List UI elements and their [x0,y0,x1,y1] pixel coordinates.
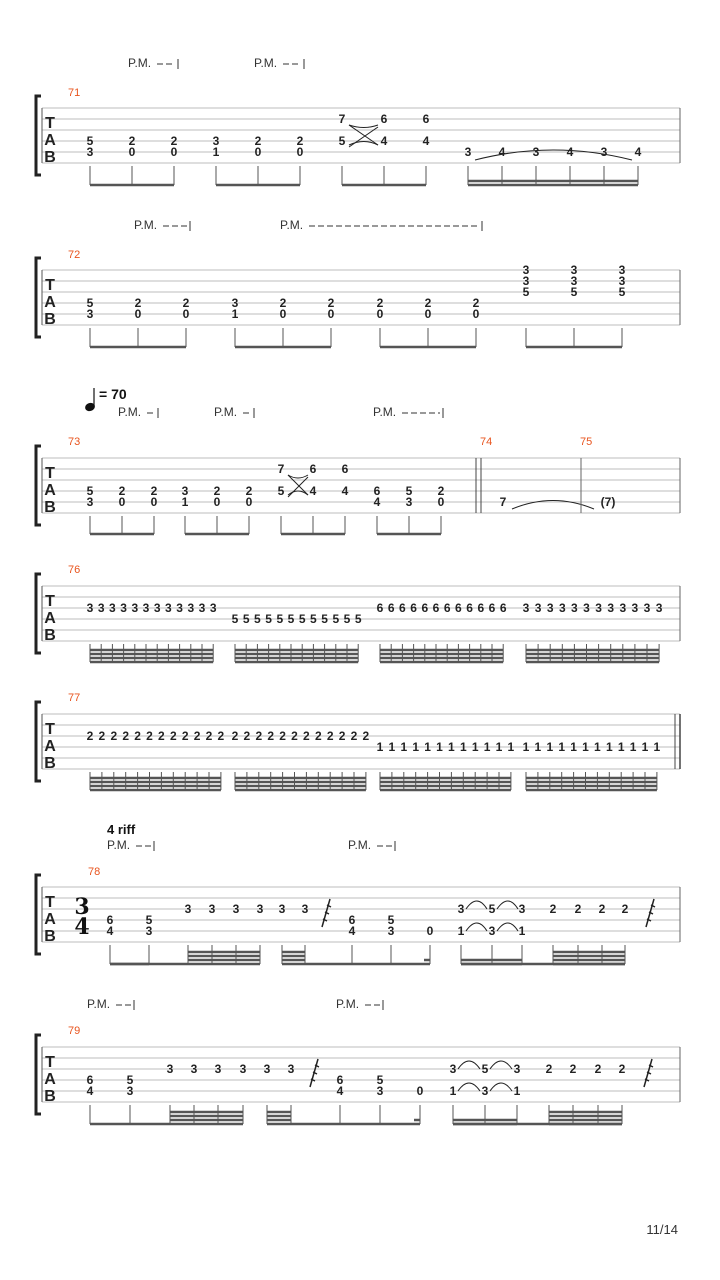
fret-number: 5 [618,285,626,299]
fret-number: 3 [618,274,626,288]
fret-number: 2 [621,902,629,916]
fret-number: 2 [170,134,178,148]
fret-number: 6 [421,601,429,615]
fret-number: 1 [448,740,455,754]
fret-number: 3 [142,601,150,615]
fret-number: 6 [336,1073,344,1087]
fret-number: 4 [566,145,574,159]
fret-number: 0 [245,495,253,509]
system-bracket [36,1035,41,1114]
measure-number: 74 [480,436,493,448]
fret-number: 3 [187,601,195,615]
fret-number: 1 [376,740,384,754]
fret-number: 1 [629,740,637,754]
fret-number: 4 [634,145,642,159]
measure-number: 75 [580,436,593,448]
fret-number: 4 [106,924,114,938]
fret-number: 4 [380,134,388,148]
measure-number: 76 [68,564,81,576]
fret-number: 1 [653,740,661,754]
fret-number: 3 [166,1062,174,1076]
fret-number: 1 [412,740,420,754]
fret-number: 3 [513,1062,521,1076]
fret-number: 5 [310,612,317,626]
palm-mute-label: P.M. [254,56,278,70]
fret-number: 3 [488,924,496,938]
fret-number: 0 [128,145,136,159]
fret-number: 3 [165,601,172,615]
fret-number: 1 [507,740,515,754]
tie-arc [349,125,378,128]
fret-number: 2 [574,902,582,916]
tab-letter-b: B [44,1088,56,1105]
fret-number: 6 [422,112,430,126]
fret-number: 1 [495,740,503,754]
tab-letter-b: B [44,755,56,772]
fret-number: 2 [350,729,358,743]
fret-number: 3 [571,601,578,615]
palm-mute-label: P.M. [348,838,372,852]
fret-number: 5 [265,612,272,626]
fret-number: 2 [338,729,346,743]
fret-number: 0 [118,495,126,509]
fret-number: 0 [472,307,480,321]
fret-number: 3 [176,601,183,615]
fret-number: 3 [643,601,651,615]
fret-number: 3 [184,902,192,916]
fret-number: 3 [583,601,590,615]
hammer-arc [458,1083,480,1091]
fret-number: 2 [110,729,118,743]
fret-number: 3 [595,601,602,615]
fret-number: 6 [466,601,473,615]
fret-number: 2 [243,729,251,743]
fret-number: 2 [254,134,262,148]
fret-number: 5 [242,612,250,626]
fret-number: 6 [86,1073,94,1087]
fret-number: 2 [569,1062,577,1076]
fret-number: 3 [109,601,116,615]
fret-number: 5 [332,612,340,626]
fret-number: 3 [301,902,309,916]
fret-number: 2 [128,134,136,148]
fret-number: 2 [245,484,253,498]
fret-number: 3 [600,145,608,159]
fret-number: 5 [343,612,351,626]
fret-number: 5 [488,902,496,916]
fret-number: 3 [209,601,217,615]
fret-number: 6 [399,601,406,615]
fret-number: 0 [134,307,142,321]
fret-number: 2 [217,729,225,743]
fret-number: 6 [499,601,507,615]
tab-letter-t: T [45,1054,55,1071]
tab-letter-t: T [45,721,55,738]
fret-number: 1 [513,1084,521,1098]
fret-number: 1 [231,307,239,321]
fret-number: 2 [134,729,141,743]
fret-number: 3 [145,924,153,938]
rest-symbol [646,899,655,927]
fret-number: 7 [277,462,285,476]
fret-number: 3 [153,601,161,615]
fret-number: 2 [134,296,142,310]
fret-number: 1 [558,740,566,754]
fret-number: 6 [432,601,440,615]
fret-number: 2 [255,729,263,743]
fret-number: 3 [231,296,239,310]
fret-number: 2 [267,729,275,743]
system-bracket [36,258,41,337]
hammer-arc [458,1061,480,1069]
fret-number: 5 [338,134,346,148]
fret-number: 5 [376,1073,384,1087]
fret-number: 2 [437,484,445,498]
tempo-marking: = 70 [99,386,127,402]
fret-number: 2 [158,729,165,743]
fret-number: 4 [348,924,356,938]
hammer-arc [497,901,518,909]
fret-number: 1 [594,740,601,754]
fret-number: 3 [198,601,206,615]
fret-number: 4 [373,495,381,509]
fret-number: 6 [341,462,349,476]
time-signature-bottom: 4 [74,914,90,940]
system-bracket [36,446,41,525]
fret-number: 2 [86,729,94,743]
fret-number: 3 [570,274,578,288]
fret-number: 1 [518,924,526,938]
fret-number: 1 [641,740,649,754]
tab-letter-t: T [45,465,55,482]
fret-number: 7 [338,112,346,126]
fret-number: 7 [499,495,507,509]
fret-number: 3 [518,902,526,916]
tab-letter-t: T [45,894,55,911]
fret-number: 3 [86,307,94,321]
fret-number: 3 [131,601,139,615]
fret-number: 2 [150,484,158,498]
fret-number: 3 [522,274,530,288]
palm-mute-label: P.M. [128,56,152,70]
fret-number: 3 [232,902,240,916]
measure-number: 71 [68,87,81,99]
fret-number: 1 [471,740,479,754]
fret-number: 3 [126,1084,134,1098]
tab-letter-t: T [45,593,55,610]
fret-number: 3 [287,1062,295,1076]
fret-number: 2 [618,1062,626,1076]
fret-number: 2 [314,729,322,743]
rest-symbol [644,1059,653,1087]
fret-number: 1 [388,740,396,754]
fret-number: 2 [182,296,190,310]
fret-number: 5 [86,296,94,310]
rest-symbol [322,899,331,927]
fret-number: 0 [170,145,178,159]
tab-letter-a: A [44,911,56,928]
palm-mute-label: P.M. [118,405,142,419]
fret-number: 3 [212,134,220,148]
fret-number: 1 [483,740,491,754]
tab-letter-a: A [44,1071,56,1088]
fret-number: 5 [86,484,94,498]
fret-number: 5 [277,484,285,498]
fret-number: 1 [617,740,625,754]
fret-number: 3 [457,902,465,916]
fret-number: 2 [205,729,213,743]
fret-number: 2 [326,729,334,743]
fret-number: 0 [296,145,304,159]
fret-number: 3 [181,484,189,498]
fret-number: 5 [231,612,239,626]
fret-number: 1 [212,145,220,159]
fret-number: 2 [424,296,432,310]
page-number: 11/14 [646,1222,678,1237]
fret-number: 1 [449,1084,457,1098]
palm-mute-label: P.M. [107,838,131,852]
fret-number: 2 [327,296,335,310]
fret-number: 5 [387,913,395,927]
fret-number: 5 [254,612,261,626]
fret-number: 0 [213,495,221,509]
fret-number: 2 [296,134,304,148]
fret-number: 2 [594,1062,602,1076]
fret-number: 3 [464,145,472,159]
fret-number: 3 [86,145,94,159]
fret-number: 0 [182,307,190,321]
fret-number: 3 [208,902,216,916]
rest-symbol [310,1059,319,1087]
fret-number: 4 [498,145,506,159]
fret-number: 3 [86,601,94,615]
fret-number: 6 [410,601,417,615]
fret-number: 0 [327,307,335,321]
fret-number: 0 [424,307,432,321]
fret-number: 3 [256,902,264,916]
system-bracket [36,875,41,954]
fret-number: 1 [534,740,542,754]
fret-number: 6 [455,601,462,615]
fret-number: 2 [213,484,221,498]
fret-number: 5 [405,484,413,498]
hammer-arc [466,923,487,931]
palm-mute-label: P.M. [336,997,360,1011]
fret-number: 5 [145,913,153,927]
system-bracket [36,574,41,653]
fret-number: 1 [459,740,467,754]
section-label: 4 riff [107,822,136,837]
fret-number: 5 [481,1062,489,1076]
tab-letter-t: T [45,277,55,294]
tab-letter-b: B [44,627,56,644]
fret-number: 1 [570,740,577,754]
fret-number: 2 [303,729,310,743]
time-signature-top: 3 [74,894,90,920]
fret-number: 1 [436,740,443,754]
palm-mute-label: P.M. [214,405,238,419]
fret-number: 0 [437,495,445,509]
fret-number: 6 [380,112,388,126]
palm-mute-label: P.M. [373,405,397,419]
tab-letter-b: B [44,928,56,945]
fret-number: 4 [422,134,430,148]
fret-number: 4 [336,1084,344,1098]
palm-mute-label: P.M. [134,218,158,232]
fret-number: 0 [426,924,434,938]
measure-number: 79 [68,1025,81,1037]
fret-number: 3 [97,601,105,615]
fret-number: 6 [387,601,395,615]
fret-number: 3 [532,145,540,159]
fret-number: 2 [169,729,177,743]
fret-number: 5 [354,612,362,626]
fret-number: 6 [309,462,317,476]
hammer-arc [466,901,487,909]
tab-letter-a: A [44,610,56,627]
fret-number: 1 [582,740,589,754]
fret-number: 2 [193,729,201,743]
fret-number: 3 [534,601,542,615]
fret-number: 1 [457,924,465,938]
fret-number: 2 [472,296,480,310]
tab-letter-a: A [44,132,56,149]
fret-number: 3 [449,1062,457,1076]
fret-number: 3 [263,1062,271,1076]
measure-number: 78 [88,866,101,878]
fret-number: 2 [231,729,239,743]
measure-number: 77 [68,692,81,704]
palm-mute-label: P.M. [87,997,111,1011]
tab-letter-a: A [44,294,56,311]
fret-number: 3 [239,1062,247,1076]
fret-number: 6 [373,484,381,498]
measure-number: 72 [68,249,81,261]
fret-number: 1 [605,740,613,754]
fret-number: 2 [98,729,106,743]
fret-number: 1 [400,740,408,754]
fret-number: 3 [570,263,578,277]
fret-number: 3 [120,601,127,615]
fret-number: 3 [86,495,94,509]
fret-number: 1 [181,495,189,509]
fret-number: 2 [549,902,557,916]
hammer-arc [490,1083,512,1091]
fret-number: 0 [376,307,384,321]
fret-number: 3 [376,1084,384,1098]
hammer-arc [490,1061,512,1069]
fret-number: 6 [348,913,356,927]
fret-number: 3 [522,601,530,615]
fret-number: 3 [607,601,615,615]
fret-number: 5 [276,612,284,626]
fret-number: 5 [287,612,295,626]
fret-number: 3 [214,1062,222,1076]
system-bracket [36,702,41,781]
fret-number: 6 [106,913,114,927]
fret-number: 5 [570,285,578,299]
fret-number: 5 [86,134,94,148]
fret-number: 3 [278,902,286,916]
tab-letter-b: B [44,149,56,166]
fret-number: 3 [522,263,530,277]
measure-number: 73 [68,436,81,448]
fret-number: 2 [118,484,126,498]
fret-number: 2 [146,729,153,743]
fret-number: 0 [416,1084,424,1098]
fret-number: 2 [122,729,130,743]
fret-number: 6 [488,601,496,615]
fret-number: 5 [321,612,328,626]
tab-letter-a: A [44,738,56,755]
fret-number: 3 [619,601,627,615]
fret-number: 5 [298,612,306,626]
fret-number: 3 [655,601,663,615]
tab-letter-t: T [45,115,55,132]
fret-number: 3 [618,263,626,277]
system-bracket [36,96,41,175]
fret-number: 0 [254,145,262,159]
fret-number: 3 [405,495,413,509]
fret-number: (7) [600,495,616,509]
fret-number: 4 [86,1084,94,1098]
hammer-arc [497,923,518,931]
palm-mute-label: P.M. [280,218,304,232]
fret-number: 2 [279,296,287,310]
fret-number: 0 [279,307,287,321]
fret-number: 2 [545,1062,553,1076]
fret-number: 1 [424,740,431,754]
fret-number: 2 [181,729,189,743]
fret-number: 3 [558,601,566,615]
fret-number: 5 [522,285,530,299]
fret-number: 4 [309,484,317,498]
fret-number: 3 [631,601,639,615]
tab-letter-b: B [44,311,56,328]
fret-number: 5 [126,1073,134,1087]
fret-number: 6 [443,601,451,615]
fret-number: 0 [150,495,158,509]
tab-letter-b: B [44,499,56,516]
fret-number: 2 [598,902,606,916]
fret-number: 3 [387,924,395,938]
fret-number: 2 [291,729,298,743]
fret-number: 3 [190,1062,198,1076]
fret-number: 3 [546,601,554,615]
tab-letter-a: A [44,482,56,499]
fret-number: 1 [522,740,530,754]
fret-number: 2 [376,296,384,310]
fret-number: 3 [481,1084,489,1098]
fret-number: 6 [376,601,384,615]
fret-number: 1 [546,740,554,754]
fret-number: 4 [341,484,349,498]
fret-number: 2 [279,729,286,743]
fret-number: 6 [477,601,485,615]
fret-number: 2 [362,729,370,743]
